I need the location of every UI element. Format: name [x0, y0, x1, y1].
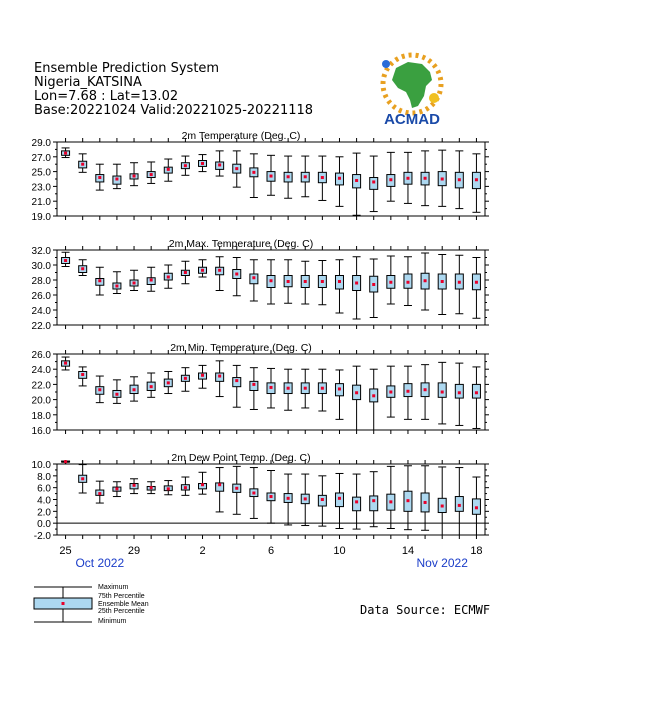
box-day-14 [284, 369, 292, 410]
box-day-25 [472, 258, 480, 319]
panel-2 [32, 238, 489, 332]
mean-marker [98, 279, 101, 282]
box-day-4 [113, 380, 121, 404]
box-day-11 [233, 258, 241, 296]
box-day-11 [233, 466, 241, 514]
box-day-24 [455, 468, 463, 535]
legend-p75-label: 75th Percentile [98, 593, 145, 600]
y-tick-label: 20.0 [31, 395, 51, 407]
box-day-20 [387, 256, 395, 304]
x-day-label: 2 [199, 545, 206, 557]
iqr-box [438, 383, 446, 397]
box-day-18 [353, 474, 361, 529]
legend-mean-marker [62, 602, 65, 605]
mean-marker [475, 281, 478, 284]
box-day-8 [181, 477, 189, 495]
iqr-box [455, 384, 463, 398]
mean-marker [321, 176, 324, 179]
mean-marker [235, 379, 238, 382]
mean-marker [270, 175, 273, 178]
box-day-19 [370, 472, 378, 527]
mean-marker [252, 491, 255, 494]
box-day-3 [96, 164, 104, 190]
iqr-box [472, 384, 480, 398]
box-day-5 [130, 163, 138, 186]
iqr-box [353, 497, 361, 511]
box-day-24 [455, 255, 463, 314]
mean-marker [389, 281, 392, 284]
panel-title: 2m Temperature (Deg. C) [181, 130, 301, 142]
box-day-22 [421, 466, 429, 530]
mean-marker [81, 163, 84, 166]
mean-marker [150, 385, 153, 388]
mean-marker [64, 460, 67, 463]
mean-marker [115, 178, 118, 181]
box-day-15 [301, 369, 309, 408]
mean-marker [81, 267, 84, 270]
mean-marker [372, 394, 375, 397]
mean-marker [64, 259, 67, 262]
mean-marker [167, 487, 170, 490]
mean-marker [424, 177, 427, 180]
iqr-box [233, 378, 241, 387]
mean-marker [184, 377, 187, 380]
mean-marker [252, 171, 255, 174]
mean-marker [475, 178, 478, 181]
box-day-1 [62, 148, 70, 158]
mean-marker [150, 279, 153, 282]
x-month-label: Oct 2022 [75, 556, 125, 570]
box-day-17 [335, 157, 343, 207]
data-source: Data Source: ECMWF [360, 603, 491, 617]
box-day-19 [370, 259, 378, 318]
box-day-22 [421, 253, 429, 310]
box-day-23 [438, 467, 446, 535]
panel-title: 2m Min. Temperature (Deg. C) [170, 342, 312, 354]
y-tick-label: 26.0 [31, 291, 51, 302]
mean-marker [424, 388, 427, 391]
box-day-18 [353, 366, 361, 430]
box-day-17 [335, 260, 343, 313]
box-day-1 [62, 460, 70, 464]
box-day-15 [301, 474, 309, 525]
box-day-6 [147, 482, 155, 494]
box-day-10 [216, 468, 224, 512]
mean-marker [64, 152, 67, 155]
mean-marker [406, 499, 409, 502]
box-day-3 [96, 481, 104, 503]
x-month-label: Nov 2022 [416, 556, 468, 570]
box-day-6 [147, 162, 155, 183]
mean-marker [458, 281, 461, 284]
box-day-14 [284, 474, 292, 525]
box-day-1 [62, 357, 70, 370]
box-day-7 [164, 265, 172, 288]
box-day-4 [113, 272, 121, 294]
box-day-10 [216, 257, 224, 291]
x-day-label: 6 [267, 545, 275, 557]
mean-marker [424, 501, 427, 504]
box-day-13 [267, 260, 275, 304]
box-day-13 [267, 155, 275, 195]
box-day-10 [216, 361, 224, 397]
legend [34, 584, 149, 625]
y-tick-label: 24.0 [31, 306, 51, 317]
mean-marker [389, 500, 392, 503]
box-day-4 [113, 482, 121, 497]
box-day-2 [79, 367, 87, 386]
mean-marker [406, 390, 409, 393]
box-day-18 [353, 153, 361, 215]
mean-marker [270, 279, 273, 282]
coordinates: Lon=7.68 : Lat=13.02 [34, 89, 179, 104]
y-tick-label: 21.0 [31, 197, 51, 209]
legend-mean-label: Ensemble Mean [98, 601, 149, 608]
box-day-5 [130, 270, 138, 290]
mean-marker [201, 374, 204, 377]
box-day-7 [164, 371, 172, 393]
box-day-25 [472, 477, 480, 535]
y-tick-label: 0.0 [37, 519, 51, 531]
box-day-21 [404, 366, 412, 419]
panel-title: 2m Dew Point Temp. (Deg. C) [171, 452, 311, 464]
box-day-20 [387, 152, 395, 201]
mean-marker [218, 375, 221, 378]
base-valid-dates: Base:20221024 Valid:20221025-20221118 [34, 103, 314, 118]
mean-marker [252, 276, 255, 279]
panel-title: 2m Max. Temperature (Deg. C) [168, 238, 314, 250]
mean-marker [270, 495, 273, 498]
mean-marker [218, 163, 221, 166]
box-day-6 [147, 373, 155, 397]
mean-marker [321, 387, 324, 390]
mean-marker [304, 387, 307, 390]
mean-marker [441, 391, 444, 394]
y-tick-label: 22.0 [31, 321, 51, 332]
box-day-10 [216, 151, 224, 176]
legend-p25-label: 25th Percentile [98, 608, 145, 615]
location-name: Nigeria_KATSINA [34, 75, 142, 90]
y-tick-label: 32.0 [31, 246, 51, 257]
mean-marker [201, 483, 204, 486]
y-tick-label: 25.0 [31, 167, 51, 179]
x-day-label: 10 [333, 545, 346, 557]
mean-marker [355, 500, 358, 503]
mean-marker [372, 499, 375, 502]
box-day-20 [387, 466, 395, 528]
mean-marker [167, 381, 170, 384]
box-day-24 [455, 151, 463, 209]
box-day-22 [421, 365, 429, 420]
mean-marker [133, 175, 136, 178]
box-day-3 [96, 267, 104, 295]
mean-marker [424, 279, 427, 282]
box-day-16 [318, 476, 326, 526]
box-day-5 [130, 479, 138, 494]
box-day-22 [421, 151, 429, 206]
mean-marker [475, 391, 478, 394]
box-day-8 [181, 156, 189, 175]
mean-marker [304, 497, 307, 500]
mean-marker [270, 386, 273, 389]
box-day-15 [301, 156, 309, 197]
y-tick-label: 2.0 [37, 507, 51, 519]
box-day-17 [335, 370, 343, 419]
y-tick-label: 18.0 [31, 410, 51, 422]
box-day-14 [284, 156, 292, 198]
mean-marker [406, 177, 409, 180]
box-day-11 [233, 365, 241, 407]
box-day-7 [164, 159, 172, 181]
box-day-13 [267, 471, 275, 524]
box-day-21 [404, 257, 412, 306]
mean-marker [235, 167, 238, 170]
mean-marker [98, 388, 101, 391]
box-day-2 [79, 154, 87, 173]
box-day-9 [199, 365, 207, 388]
mean-marker [338, 497, 341, 500]
legend-max-label: Maximum [98, 584, 129, 591]
mean-marker [201, 162, 204, 165]
box-day-16 [318, 261, 326, 305]
box-day-17 [335, 473, 343, 528]
mean-marker [98, 492, 101, 495]
box-day-7 [164, 481, 172, 495]
mean-marker [81, 373, 84, 376]
mean-marker [115, 487, 118, 490]
y-tick-label: 19.0 [31, 212, 51, 223]
box-day-9 [199, 472, 207, 494]
x-day-label: 29 [127, 545, 141, 557]
box-day-12 [250, 154, 258, 198]
mean-marker [321, 280, 324, 283]
mean-marker [389, 391, 392, 394]
system-title: Ensemble Prediction System [34, 61, 220, 76]
panel-3 [32, 342, 489, 437]
mean-marker [355, 391, 358, 394]
box-day-25 [472, 367, 480, 429]
box-day-19 [370, 369, 378, 430]
mean-marker [458, 391, 461, 394]
box-day-16 [318, 369, 326, 411]
mean-marker [150, 173, 153, 176]
mean-marker [355, 282, 358, 285]
box-day-8 [181, 261, 189, 284]
iqr-box [370, 496, 378, 511]
mean-marker [218, 483, 221, 486]
y-tick-label: 23.0 [31, 182, 51, 194]
mean-marker [150, 486, 153, 489]
mean-marker [458, 504, 461, 507]
box-day-5 [130, 377, 138, 401]
y-tick-label: 30.0 [31, 261, 51, 272]
box-day-11 [233, 151, 241, 187]
y-tick-label: 26.0 [31, 350, 51, 361]
box-day-19 [370, 156, 378, 212]
panel-4 [32, 452, 489, 542]
mean-marker [184, 486, 187, 489]
y-tick-label: 28.0 [31, 276, 51, 287]
mean-marker [338, 387, 341, 390]
box-day-20 [387, 366, 395, 417]
mean-marker [321, 498, 324, 501]
y-tick-label: -2.0 [33, 531, 51, 542]
mean-marker [218, 269, 221, 272]
mean-marker [252, 383, 255, 386]
y-tick-label: 29.0 [31, 138, 51, 149]
box-day-3 [96, 376, 104, 403]
mean-marker [133, 484, 136, 487]
logo-text: ACMAD [384, 111, 440, 128]
mean-marker [475, 506, 478, 509]
mean-marker [338, 177, 341, 180]
mean-marker [355, 179, 358, 182]
y-tick-label: 27.0 [31, 152, 51, 164]
mean-marker [304, 280, 307, 283]
mean-marker [287, 497, 290, 500]
mean-marker [441, 178, 444, 181]
box-day-14 [284, 260, 292, 304]
mean-marker [115, 285, 118, 288]
mean-marker [287, 280, 290, 283]
mean-marker [201, 269, 204, 272]
box-day-24 [455, 363, 463, 425]
x-day-label: 25 [59, 545, 72, 557]
mean-marker [81, 477, 84, 480]
box-day-6 [147, 267, 155, 291]
mean-marker [372, 180, 375, 183]
mean-marker [98, 176, 101, 179]
y-tick-label: 22.0 [31, 380, 51, 392]
mean-marker [441, 505, 444, 508]
x-day-label: 18 [470, 545, 483, 557]
box-day-18 [353, 257, 361, 319]
mean-marker [184, 164, 187, 167]
mean-marker [64, 362, 67, 365]
box-day-12 [250, 260, 258, 301]
box-day-2 [79, 260, 87, 276]
y-tick-label: 16.0 [31, 426, 51, 437]
iqr-box [250, 381, 258, 390]
box-day-9 [199, 155, 207, 172]
y-tick-label: 24.0 [31, 365, 51, 377]
box-day-4 [113, 164, 121, 188]
box-day-16 [318, 156, 326, 200]
y-tick-label: 8.0 [37, 471, 51, 483]
mean-marker [338, 280, 341, 283]
box-day-2 [79, 465, 87, 493]
box-day-9 [199, 260, 207, 277]
mean-marker [133, 388, 136, 391]
mean-marker [167, 168, 170, 171]
box-day-23 [438, 255, 446, 315]
mean-marker [441, 280, 444, 283]
mean-marker [304, 175, 307, 178]
mean-marker [372, 283, 375, 286]
y-tick-label: 4.0 [37, 495, 51, 507]
box-day-12 [250, 368, 258, 410]
box-day-15 [301, 261, 309, 304]
box-day-12 [250, 468, 258, 519]
x-day-label: 14 [401, 545, 415, 557]
mean-marker [235, 487, 238, 490]
box-day-23 [438, 150, 446, 206]
mean-marker [184, 271, 187, 274]
legend-min-label: Minimum [98, 618, 127, 625]
mean-marker [133, 282, 136, 285]
box-day-1 [62, 252, 70, 266]
box-day-25 [472, 154, 480, 212]
mean-marker [167, 276, 170, 279]
y-tick-label: 10.0 [31, 460, 51, 471]
y-tick-label: 6.0 [37, 483, 51, 495]
panel-1 [32, 130, 489, 223]
box-day-13 [267, 368, 275, 408]
box-day-8 [181, 368, 189, 392]
mean-marker [235, 273, 238, 276]
mean-marker [406, 281, 409, 284]
mean-marker [389, 178, 392, 181]
mean-marker [287, 387, 290, 390]
box-day-23 [438, 362, 446, 424]
mean-marker [458, 178, 461, 181]
box-day-21 [404, 152, 412, 203]
box-day-21 [404, 466, 412, 530]
mean-marker [287, 175, 290, 178]
mean-marker [115, 393, 118, 396]
